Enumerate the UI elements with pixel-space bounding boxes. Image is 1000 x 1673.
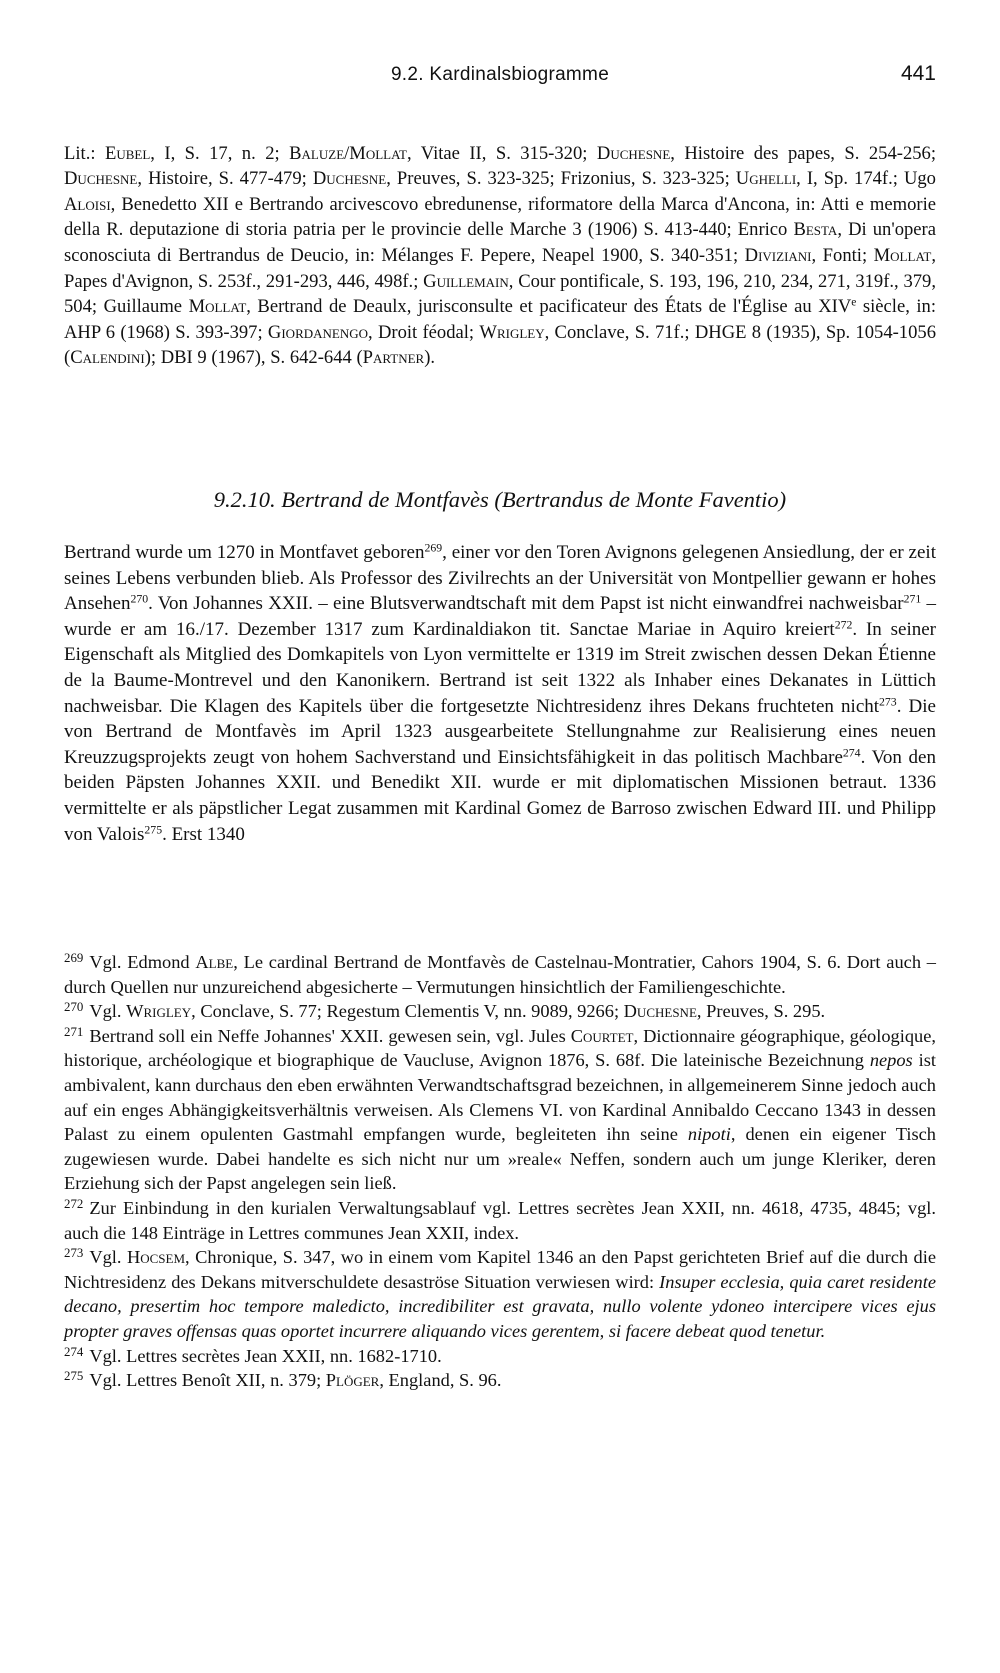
- superscript: 275: [144, 823, 163, 837]
- footnote-number: 274: [64, 1344, 84, 1359]
- footnote-number: 272: [64, 1197, 84, 1212]
- author-name: Guillemain: [423, 270, 509, 292]
- superscript: 272: [834, 618, 853, 632]
- biography-paragraph: [64, 540, 936, 847]
- author-name: Partner: [362, 347, 425, 369]
- text-run: , Preuves, S. 295.: [696, 1001, 826, 1022]
- footnote-number: 275: [64, 1369, 84, 1384]
- italic-text: nepos: [869, 1050, 913, 1071]
- author-name: Mollat: [188, 296, 247, 318]
- literature-list: [64, 141, 936, 371]
- text-run: , England, S. 96.: [379, 1370, 502, 1391]
- running-head: [64, 64, 936, 94]
- superscript: 269: [424, 541, 443, 555]
- page-number: 441: [900, 62, 936, 85]
- author-name: Duchesne: [64, 168, 138, 190]
- author-name: Diviziani: [744, 244, 812, 266]
- text-run: . Von den beiden Päpsten Johannes XXII. und Benedikt XII. wurde er mit diplomatischen Missionen betraut. 1336 vermittelte er als päpstlicher Legat zusammen mit Kardinal Gomez de Barroso zwischen Edward III. und Philipp von Valois: [64, 746, 936, 845]
- text-run: , Chronique, S. 347, wo in einem vom Kapitel 1346 an den Papst gerichteten Brief auf die durch die Nichtresidenz des Dekans mitverschuldete desaströse Situation verwiesen wird:: [64, 1247, 936, 1292]
- text-run: Vgl. Edmond: [89, 952, 196, 972]
- author-name: Duchesne: [623, 1001, 697, 1022]
- text-run: , Di un'opera sconosciuta di Bertrandus de Deucio, in: Mélanges F. Pepere, Neapel 1900, S. 340-351;: [64, 219, 936, 266]
- footnotes: [64, 950, 936, 1393]
- text-run: , Le cardinal Bertrand de Montfavès de Castelnau-Montratier, Cahors 1904, S. 6. Dort auch – durch Quellen nur unzureichend abgesicherte – Vermutungen hinsichtlich der Familiengeschichte.: [64, 952, 936, 997]
- superscript: 271: [903, 592, 922, 606]
- author-name: Aloisi: [64, 193, 111, 215]
- author-name: Hocsem: [126, 1247, 186, 1268]
- italic-text: nipoti: [687, 1124, 731, 1145]
- text-run: Vgl. Lettres secrètes Jean XXII, nn. 1682-1710.: [89, 1345, 442, 1366]
- author-name: Baluze/Mollat: [289, 142, 407, 164]
- superscript: 274: [842, 746, 861, 760]
- text-run: , Conclave, S. 71f.; DHGE 8 (1935), Sp. 1054-1056 (: [64, 321, 936, 369]
- text-run: , Droit féodal;: [368, 321, 480, 343]
- text-run: , Histoire des papes, S. 254-256;: [670, 142, 936, 164]
- text-run: , Benedetto XII e Bertrando arcivescovo ebredunense, riformatore della Marca d'Ancona, in: Atti e memorie della R. deputazione di storia patria per le provincie delle Marche 3 (1906) S. 413-440; Enrico: [64, 193, 936, 241]
- superscript: e: [851, 296, 857, 309]
- text-run: Vgl.: [89, 1001, 127, 1022]
- author-name: Calendini: [70, 347, 145, 369]
- author-name: Wrigley: [479, 321, 545, 343]
- text-run: ); DBI 9 (1967), S. 642-644 (: [144, 347, 363, 369]
- author-name: Plöger: [325, 1370, 380, 1391]
- text-run: Zur Einbindung in den kurialen Verwaltungsablauf vgl. Lettres secrètes Jean XXII, nn. 4618, 4735, 4845; vgl. auch die 148 Einträge in Lettres communes Jean XXII, index.: [64, 1197, 936, 1243]
- superscript: 270: [130, 592, 149, 606]
- text-run: . Die von Bertrand de Montfavès im April 1323 ausgearbeitete Stellungnahme zur Realisierung eines neuen Kreuzzugsprojekts zeugt von hohem Sachverstand und Einsichtsfähigkeit in das politisch Machbare: [64, 695, 936, 768]
- text-run: , I, S. 17, n. 2;: [150, 142, 290, 164]
- text-run: , Vitae II, S. 315-320;: [407, 142, 597, 164]
- footnote-number: 269: [64, 951, 84, 966]
- text-run: , Dictionnaire géographique, géologique, historique, archéologique et biographique de Vaucluse, Avignon 1876, S. 68f. Die lateinische Bezeichnung: [64, 1025, 936, 1071]
- author-name: Mollat: [873, 244, 932, 266]
- author-name: Eubel: [104, 142, 151, 164]
- text-run: , Fonti;: [811, 244, 874, 266]
- author-name: Giordanengo: [267, 321, 369, 343]
- text-run: . Von Johannes XXII. – eine Blutsverwandtschaft mit dem Papst ist nicht einwandfrei nachweisbar: [148, 593, 904, 615]
- text-run: , Conclave, S. 77; Regestum Clementis V, nn. 9089, 9266;: [191, 1001, 624, 1022]
- footnote-272: [64, 1196, 936, 1245]
- text-run: , Bertrand de Deaulx, jurisconsulte et pacificateur des États de l'Église au XIV: [246, 296, 852, 318]
- footnote-271: [64, 1024, 936, 1196]
- text-run: Vgl.: [89, 1247, 127, 1268]
- author-name: Ughelli: [735, 168, 797, 190]
- section-heading: 9.2.10. Bertrand de Montfavès (Bertrandus de Monte Faventio): [213, 487, 787, 512]
- author-name: Besta: [793, 219, 838, 241]
- footnote-number: 273: [64, 1246, 84, 1261]
- footnote-number: 271: [64, 1025, 84, 1039]
- text-run: , denen ein eigener Tisch zugewiesen wurde. Dabei handelte es sich nicht nur um »reale« Neffen, sondern auch um junge Kleriker, deren Erziehung sich der Papst angelegen sein ließ.: [64, 1124, 937, 1194]
- author-name: Courtet: [570, 1025, 634, 1046]
- text-run: Vgl. Lettres Benoît XII, n. 379;: [89, 1370, 326, 1391]
- running-head-section: 9.2. Kardinalsbiogramme: [390, 64, 610, 85]
- author-name: Wrigley: [126, 1001, 192, 1022]
- text-run: . In seiner Eigenschaft als Mitglied des Domkapitels von Lyon vermittelte er 1319 im Streit zwischen dessen Dekan Étienne de la Baume-Montrevel und den Kanonikern. Bertrand ist seit 1322 als Inhaber eines Dekanates in Lüttich nachweisbar. Die Klagen des Kapitels über die fortgesetzte Nichtresidenz ihres Dekans fruchteten nicht: [64, 618, 936, 717]
- italic-text: Insuper ecclesia, quia caret residente decano, presertim hoc tempore maledicto, incredibiliter est gravata, nullo volente ydoneo intercipere vices ejus propter graves offensas quas oportet incurrere aliquando vices gerentem, si facere debeat quod tenetur.: [64, 1271, 936, 1341]
- footnote-273: [64, 1245, 936, 1343]
- text-run: ist ambivalent, kann durchaus den eben erwähnten Verwandtschaftsgrad bezeichnen, in allgemeinerem Sinne jedoch auch auf ein enges Abhängigkeitsverhältnis verweisen. Als Clemens VI. von Kardinal Annibaldo Ceccano 1343 in dessen Palast zu einem opulenten Gastmahl empfangen wurde, begleiteten ihn seine: [64, 1050, 936, 1145]
- text-run: , I, Sp. 174f.; Ugo: [796, 168, 936, 190]
- text-run: Bertrand wurde um 1270 in Montfavet geboren: [64, 542, 425, 563]
- text-run: , Preuves, S. 323-325; Frizonius, S. 323-325;: [386, 168, 736, 190]
- footnote-269: [64, 950, 936, 999]
- footnote-270: [64, 999, 936, 1024]
- superscript: 273: [879, 695, 897, 709]
- author-name: Duchesne: [312, 168, 387, 190]
- author-name: Albe: [195, 952, 234, 972]
- text-run: , Papes d'Avignon, S. 253f., 291-293, 446, 498f.;: [64, 244, 936, 292]
- footnote-number: 270: [64, 1000, 84, 1015]
- author-name: Duchesne: [596, 142, 671, 164]
- text-run: , Cour pontificale, S. 193, 196, 210, 234, 271, 319f., 379, 504; Guillaume: [64, 270, 936, 318]
- text-run: , einer vor den Toren Avignons gelegenen Ansiedlung, der er zeit seines Lebens verbunden blieb. Als Professor des Zivilrechts an der Universität von Montpellier gewann er hohes Ansehen: [64, 542, 936, 615]
- footnote-275: [64, 1368, 936, 1393]
- footnote-274: [64, 1344, 936, 1369]
- text-run: , Histoire, S. 477-479;: [137, 168, 313, 190]
- text-run: – wurde er am 16./17. Dezember 1317 zum Kardinaldiakon tit. Sanctae Mariae in Aquiro kreiert: [64, 593, 937, 640]
- text-run: Bertrand soll ein Neffe Johannes' XXII. gewesen sein, vgl. Jules: [89, 1025, 571, 1046]
- text-run: siècle, in: AHP 6 (1968) S. 393-397;: [64, 296, 936, 343]
- text-run: ).: [424, 347, 436, 369]
- text-run: Lit.:: [64, 142, 105, 164]
- text-run: . Erst 1340: [162, 823, 245, 845]
